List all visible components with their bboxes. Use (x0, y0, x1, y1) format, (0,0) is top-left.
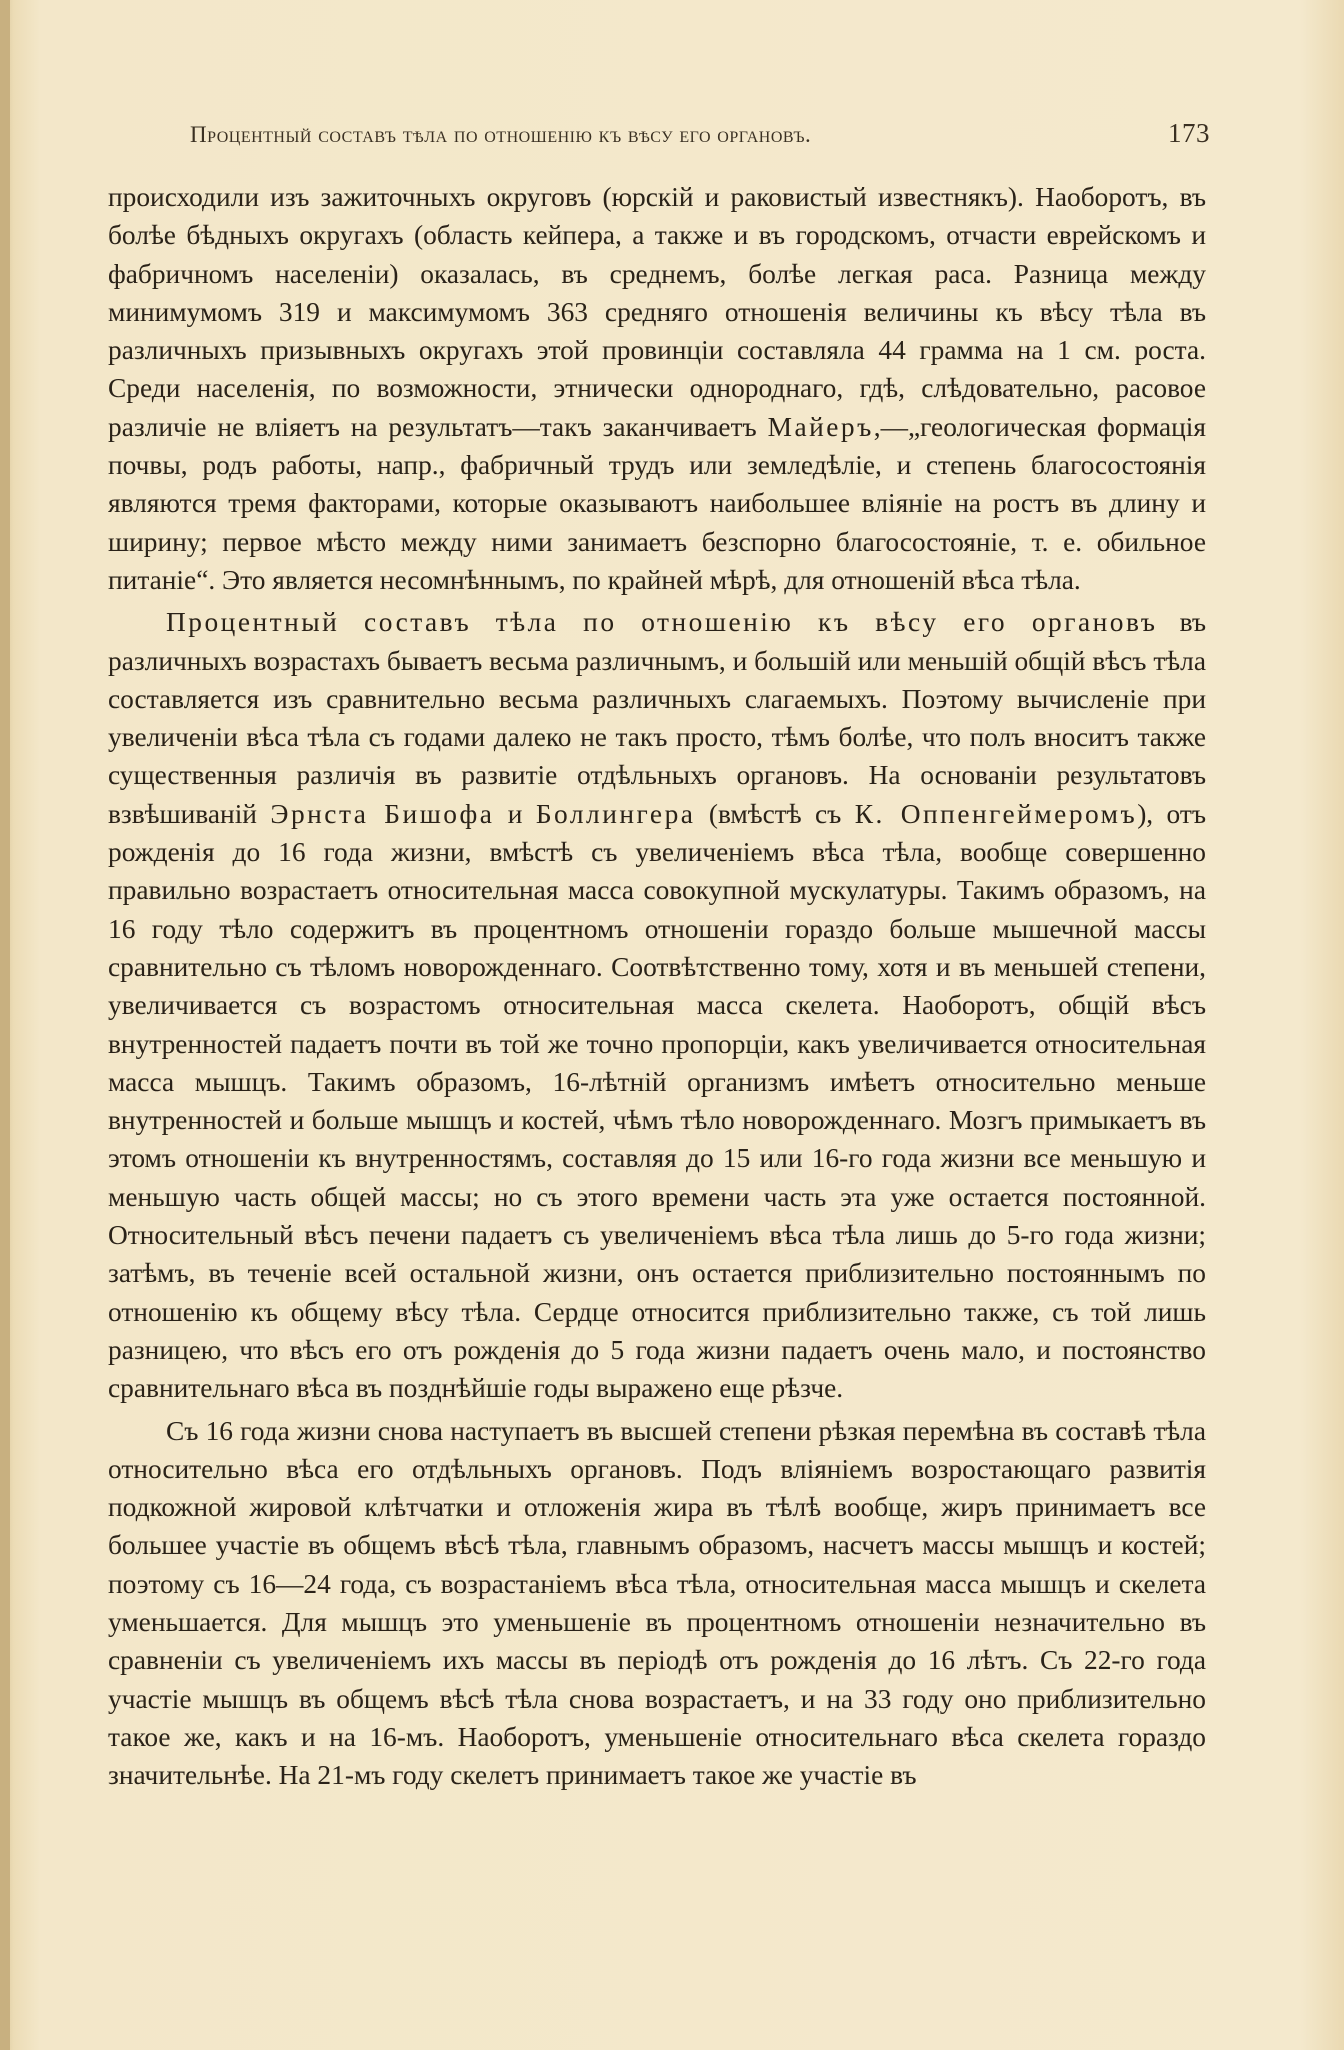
author-mayer: Майеръ (767, 411, 874, 442)
paragraph-1-text: происходили изъ зажиточныхъ округовъ (юрскій и раковистый известнякъ). Наоборотъ, въ болѣе бѣдныхъ округахъ (область кейпера, а также и въ городскомъ, отчасти еврейскомъ и фабричномъ населеніи) оказалась, въ среднемъ, болѣе легкая раса. Разница между минимумомъ 319 и максимумомъ 363 средняго отношенія величины къ вѣсу тѣла въ различныхъ призывныхъ округахъ этой провинціи составляла 44 грамма на 1 см. роста. Среди населенія, по возможности, этнически однороднаго, гдѣ, слѣдовательно, расовое различіе не вліяетъ на результатъ—такъ заканчиваетъ (108, 182, 1206, 442)
paragraph-2 (108, 603, 1206, 1407)
body-text (108, 178, 1206, 1794)
author-oppenheimer: К. Оппенгеймеромъ (854, 798, 1138, 829)
author-bollinger: Боллингера (535, 798, 696, 829)
page-edge (0, 0, 10, 2050)
section-heading-inline: Процентный составъ тѣла по отношенію къ вѣсу его органовъ (166, 607, 1158, 638)
running-header (190, 116, 1210, 156)
paragraph-2-and: и (494, 798, 536, 829)
paragraph-1-text-cont: ,—„геологическая формація почвы, родъ работы, напр., фабричный трудъ или земледѣліе, и степень благосостоянія являются тремя факторами, которые оказываютъ наибольшее вліяніе на ростъ въ длину и ширину; первое мѣсто между ними занимаетъ безспорно благосостояніе, т. е. обильное питаніе“. Это является несомнѣннымъ, по крайней мѣрѣ, для отношеній вѣса тѣла. (108, 411, 1206, 595)
paragraph-2-text: въ различныхъ возрастахъ бываетъ весьма различнымъ, и большій или меньшій общій вѣсъ тѣла составляется изъ сравнительно весьма различныхъ слагаемыхъ. Поэтому вычисленіе при увеличеніи вѣса тѣла съ годами далеко не такъ просто, тѣмъ болѣе, что полъ вноситъ также существенныя различія въ развитіе отдѣльныхъ органовъ. На основаніи результатовъ взвѣшиваній (108, 607, 1206, 829)
paragraph-3-text: Съ 16 года жизни снова наступаетъ въ высшей степени рѣзкая перемѣна въ составѣ тѣла относительно вѣса его отдѣльныхъ органовъ. Подъ вліяніемъ возростающаго развитія подкожной жировой клѣтчатки и отложенія жира въ тѣлѣ вообще, жиръ принимаетъ все большее участіе въ общемъ вѣсѣ тѣла, главнымъ образомъ, насчетъ массы мышцъ и костей; поэтому съ 16—24 года, съ возрастаніемъ вѣса тѣла, относительная масса мышцъ и скелета уменьшается. Для мышцъ это уменьшеніе въ процентномъ отношеніи незначительно въ сравненіи съ увеличеніемъ ихъ массы въ періодѣ отъ рожденія до 16 лѣтъ. Съ 22-го года участіе мышцъ въ общемъ вѣсѣ тѣла снова возрастаетъ, и на 33 году оно приблизительно такое же, какъ и на 16-мъ. Наоборотъ, уменьшеніе относительнаго вѣса скелета гораздо значительнѣе. На 21-мъ году скелетъ принимаетъ такое же участіе въ (108, 1415, 1206, 1791)
running-title: Процентный составъ тѣла по отношенію къ вѣсу его органовъ. (190, 122, 812, 147)
paragraph-2-text-cont: ), отъ рожденія до 16 года жизни, вмѣстѣ съ увеличеніемъ вѣса тѣла, вообще совершенно правильно возрастаетъ относительная масса совокупной мускулатуры. Такимъ образомъ, на 16 году тѣло содержитъ въ процентномъ отношеніи гораздо больше мышечной массы сравнительно съ тѣломъ новорожденнаго. Соотвѣтственно тому, хотя и въ меньшей степени, увеличивается съ возрастомъ относительная масса скелета. Наоборотъ, общій вѣсъ внутренностей падаетъ почти въ той же точно пропорціи, какъ увеличивается относительная масса мышцъ. Такимъ образомъ, 16-лѣтній организмъ имѣетъ относительно меньше внутренностей и больше мышцъ и костей, чѣмъ тѣло новорожденнаго. Мозгъ примыкаетъ въ этомъ отношеніи къ внутренностямъ, составляя до 15 или 16-го года жизни все меньшую и меньшую часть общей массы; но съ этого времени часть эта уже остается постоянной. Относительный вѣсъ печени падаетъ съ увеличеніемъ вѣса тѣла лишь до 5-го года жизни; затѣмъ, въ теченіе всей остальной жизни, онъ остается приблизительно постояннымъ по отношенію къ общему вѣсу тѣла. Сердце относится приблизительно также, съ той лишь разницею, что вѣсъ его отъ рожденія до 5 года жизни падаетъ очень мало, и постоянство сравнительнаго вѣса въ позднѣйшіе годы выражено еще рѣзче. (108, 798, 1207, 1404)
page-number: 173 (1168, 118, 1210, 148)
paragraph-2-with: (вмѣстѣ съ (695, 798, 855, 829)
author-bischoff: Эрнста Бишофа (270, 798, 495, 829)
paragraph-3 (108, 1412, 1206, 1795)
paragraph-1 (108, 178, 1206, 599)
